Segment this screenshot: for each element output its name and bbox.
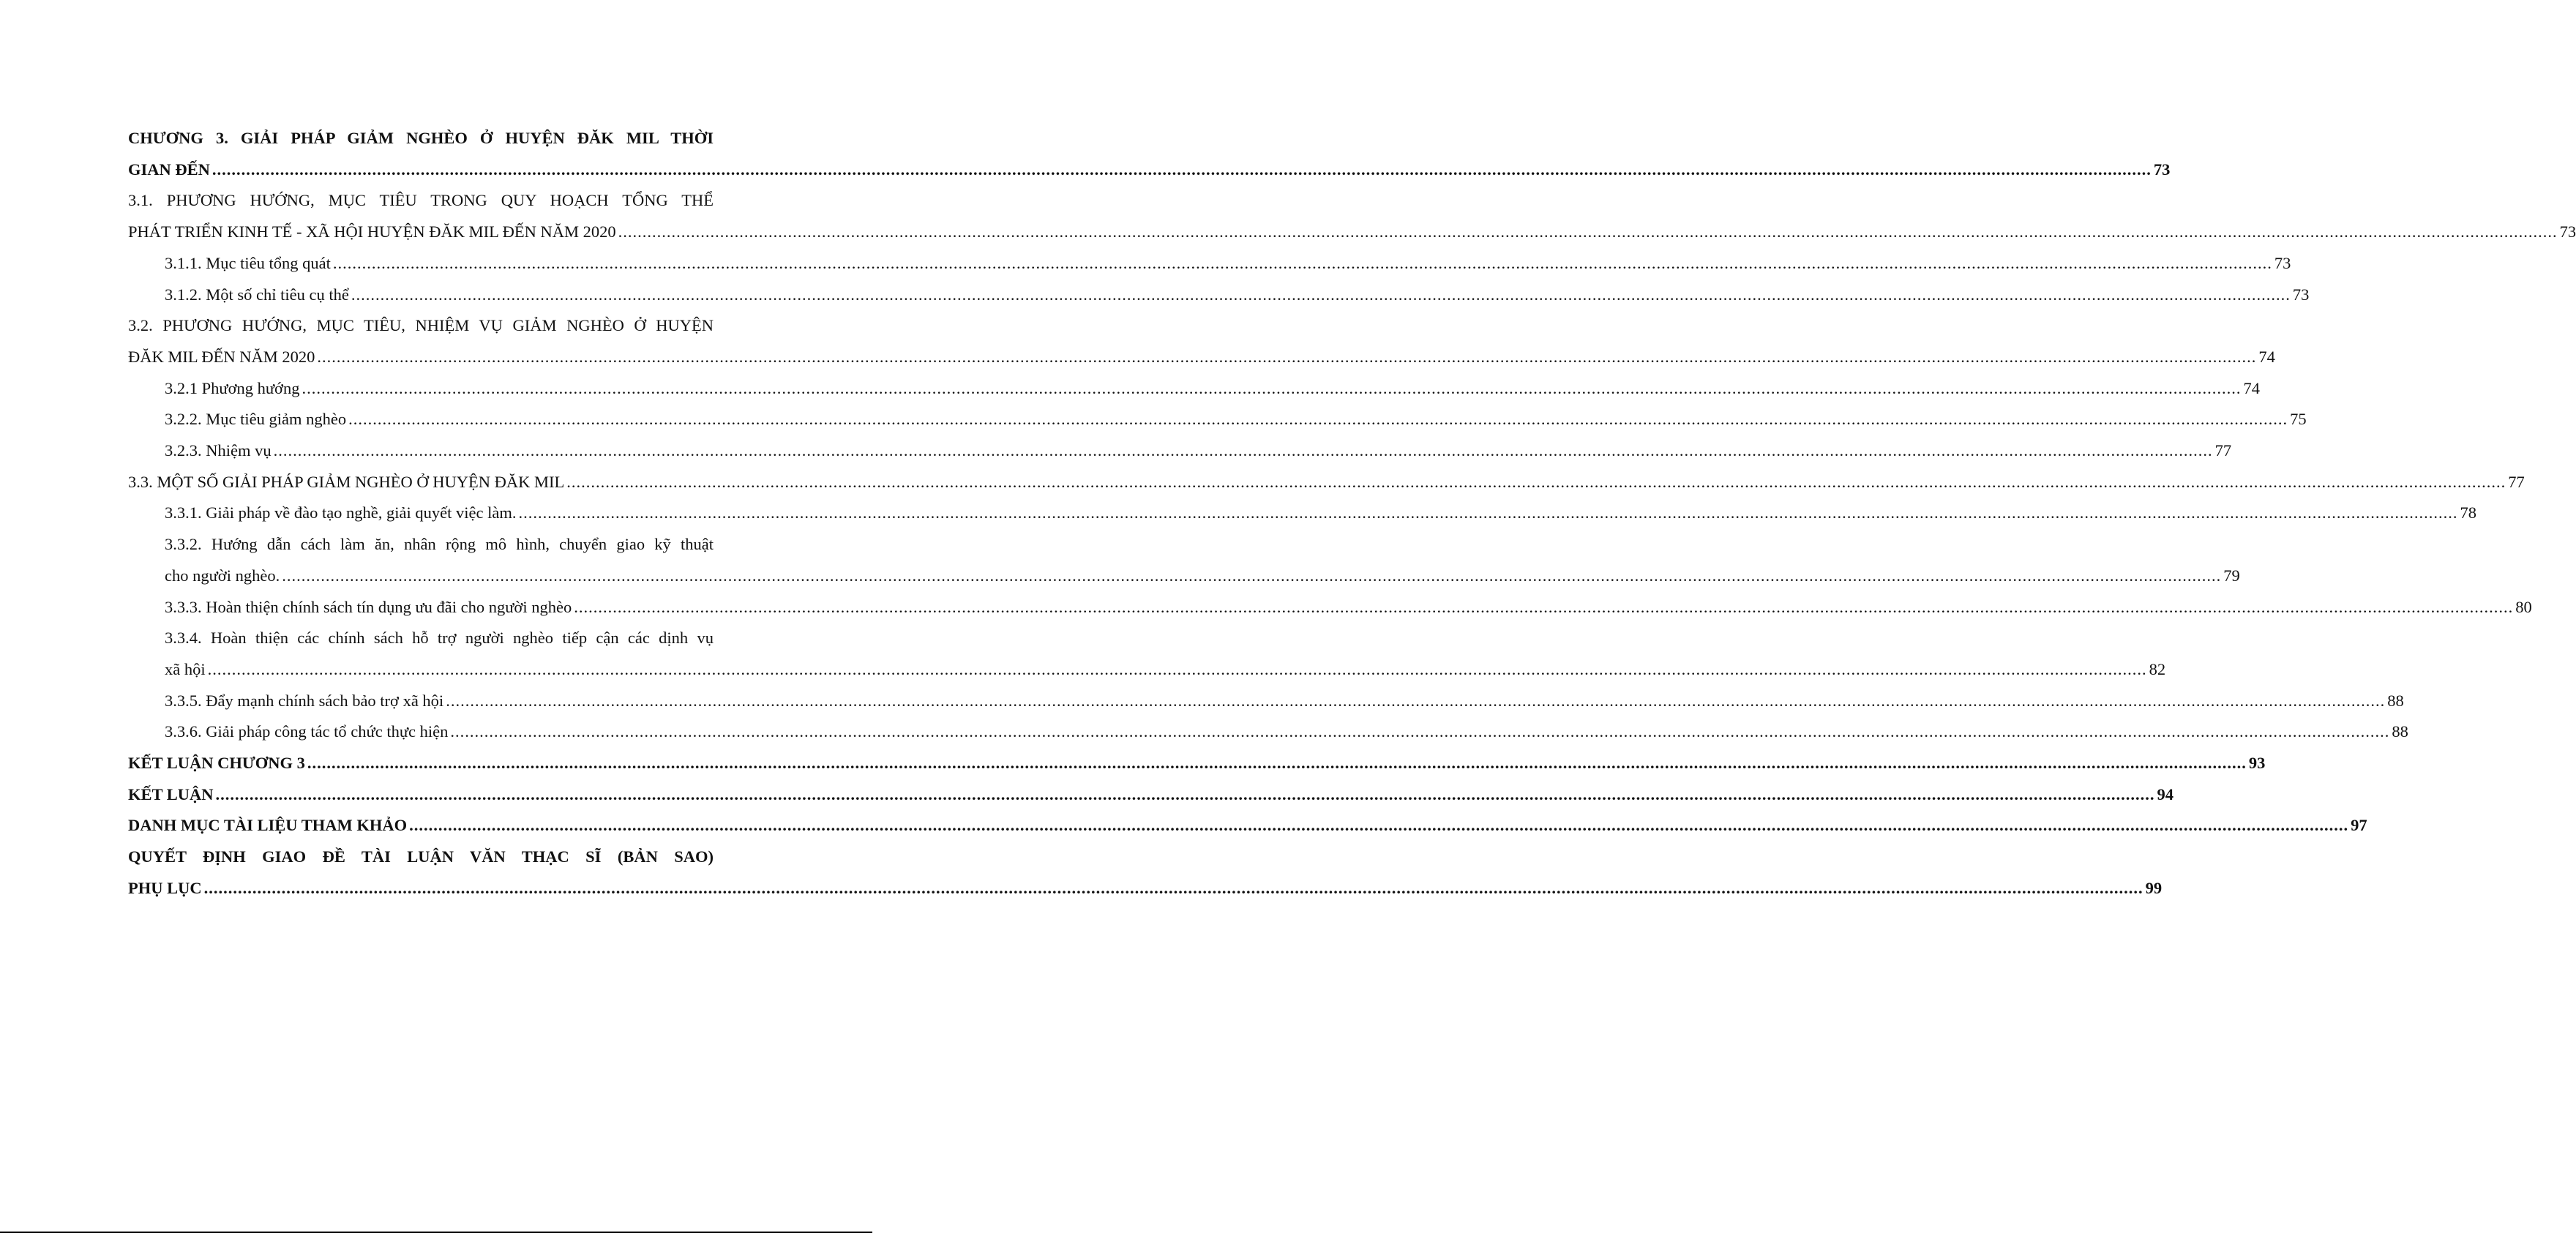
toc-page-number: 77 [2508,472,2525,491]
toc-page-number: 99 [2145,878,2163,897]
toc-entry[interactable] [128,623,2166,685]
toc-entry[interactable] [128,686,2404,717]
toc-entry-line: 3.2. PHƯƠNG HƯỚNG, MỤC TIÊU, NHIỆM VỤ GIẢM NGHÈO Ở HUYỆN [128,316,714,335]
dot-leader: ................................................................................................................................................................................................................................................................................................................................................................................................................ [307,754,2247,773]
toc-entry[interactable] [128,842,2163,904]
dot-leader: ................................................................................................................................................................................................................................................................................................................................................................................................................ [203,878,2143,897]
toc-entry[interactable] [128,373,2260,405]
dot-leader: ................................................................................................................................................................................................................................................................................................................................................................................................................ [566,472,2506,491]
toc-page-number: 78 [2460,503,2476,522]
dot-leader: ................................................................................................................................................................................................................................................................................................................................................................................................................ [211,160,2152,179]
dot-leader: ................................................................................................................................................................................................................................................................................................................................................................................................................ [317,347,2257,366]
toc-entry-title: 3.3.3. Hoàn thiện chính sách tín dụng ưu đãi cho người nghèo [165,597,572,616]
toc-entry-title: 3.1.2. Một số chỉ tiêu cụ thể [165,285,349,304]
toc-entry[interactable] [128,467,2525,498]
toc-entry-title: 3.2.1 Phương hướng [165,378,300,397]
toc-entry[interactable] [128,185,2576,247]
toc-entry-line: 3.1. PHƯƠNG HƯỚNG, MỤC TIÊU TRONG QUY HOẠCH TỔNG THỂ [128,191,714,210]
dot-leader: ................................................................................................................................................................................................................................................................................................................................................................................................................ [446,691,2386,710]
dot-leader: ................................................................................................................................................................................................................................................................................................................................................................................................................ [215,784,2155,803]
dot-leader: ................................................................................................................................................................................................................................................................................................................................................................................................................ [282,566,2222,585]
toc-page-number: 74 [2258,347,2275,366]
toc-entry[interactable] [128,404,2307,435]
toc-entry[interactable] [128,280,2310,311]
toc-entry-title: ĐĂK MIL ĐẾN NĂM 2020 [128,347,315,366]
toc-entry[interactable] [128,748,2266,779]
toc-entry[interactable] [128,435,2232,467]
dot-leader: ................................................................................................................................................................................................................................................................................................................................................................................................................ [450,722,2390,741]
toc-entry-title: 3.3.6. Giải pháp công tác tổ chức thực hiện [165,722,449,741]
toc-entry[interactable] [128,310,2275,372]
toc-entry[interactable] [128,779,2174,811]
dot-leader: ................................................................................................................................................................................................................................................................................................................................................................................................................ [348,410,2288,429]
toc-entry[interactable] [128,498,2476,529]
toc-entry-line: CHƯƠNG 3. GIẢI PHÁP GIẢM NGHÈO Ở HUYỆN ĐĂK MIL THỜI [128,129,714,147]
toc-page-number: 75 [2290,410,2307,429]
toc-page-number: 88 [2392,722,2408,741]
toc-entry-line: 3.3.4. Hoàn thiện các chính sách hỗ trợ người nghèo tiếp cận các dịnh vụ [165,629,714,648]
dot-leader: ................................................................................................................................................................................................................................................................................................................................................................................................................ [273,441,2213,460]
toc-entry[interactable] [128,529,2240,591]
toc-page-number: 73 [2292,285,2310,304]
toc-entry-title: 3.2.2. Mục tiêu giảm nghèo [165,410,347,429]
toc-entry[interactable] [128,592,2532,623]
dot-leader: ................................................................................................................................................................................................................................................................................................................................................................................................................ [409,816,2349,835]
dot-leader: ................................................................................................................................................................................................................................................................................................................................................................................................................ [574,597,2514,616]
toc-entry-title: xã hội [165,659,206,678]
toc-entry-line: 3.3.2. Hướng dẫn cách làm ăn, nhân rộng mô hình, chuyển giao kỹ thuật [165,535,714,554]
toc-entry-title: cho người nghèo. [165,566,280,585]
toc-page-number: 97 [2351,816,2367,835]
toc-page-number: 79 [2223,566,2240,585]
toc-page-number: 80 [2515,597,2532,616]
toc-page-number: 73 [2559,222,2576,241]
toc-page-number: 94 [2157,784,2174,803]
dot-leader: ................................................................................................................................................................................................................................................................................................................................................................................................................ [207,659,2147,678]
dot-leader: ................................................................................................................................................................................................................................................................................................................................................................................................................ [332,253,2272,272]
toc-entry[interactable] [128,810,2367,842]
toc-entry-title: 3.2.3. Nhiệm vụ [165,441,272,460]
toc-page-number: 74 [2243,378,2260,397]
toc-entry[interactable] [128,716,2408,748]
dot-leader: ................................................................................................................................................................................................................................................................................................................................................................................................................ [618,222,2558,241]
toc-entry-title: PHÁT TRIỂN KINH TẾ - XÃ HỘI HUYỆN ĐĂK MIL ĐẾN NĂM 2020 [128,222,616,241]
toc-entry-title: KẾT LUẬN CHƯƠNG 3 [128,754,305,773]
toc-page-number: 73 [2274,253,2291,272]
toc-entry[interactable] [128,248,2291,280]
toc-entry-line: QUYẾT ĐỊNH GIAO ĐỀ TÀI LUẬN VĂN THẠC SĨ (BẢN SAO) [128,847,714,866]
toc-entry-title: 3.3. MỘT SỐ GIẢI PHÁP GIẢM NGHÈO Ở HUYỆN ĐĂK MIL [128,472,565,491]
dot-leader: ................................................................................................................................................................................................................................................................................................................................................................................................................ [351,285,2291,304]
toc-entry-title: DANH MỤC TÀI LIỆU THAM KHẢO [128,816,408,835]
toc-page-number: 93 [2248,754,2266,773]
toc-entry-title: PHỤ LỤC [128,878,202,897]
toc-entry-title: KẾT LUẬN [128,784,214,803]
toc-page-number: 82 [2149,659,2166,678]
table-of-contents [128,123,2576,904]
toc-page-number: 77 [2214,441,2232,460]
toc-entry-title: 3.3.5. Đẩy mạnh chính sách bảo trợ xã hội [165,691,444,710]
toc-entry-title: GIAN ĐẾN [128,160,210,179]
toc-page-number: 73 [2153,160,2171,179]
toc-entry-title: 3.3.1. Giải pháp về đào tạo nghề, giải quyết việc làm. [165,503,517,522]
dot-leader: ................................................................................................................................................................................................................................................................................................................................................................................................................ [302,378,2242,397]
toc-entry[interactable] [128,123,2171,185]
dot-leader: ................................................................................................................................................................................................................................................................................................................................................................................................................ [518,503,2458,522]
toc-entry-title: 3.1.1. Mục tiêu tổng quát [165,253,331,272]
toc-page-number: 88 [2387,691,2404,710]
